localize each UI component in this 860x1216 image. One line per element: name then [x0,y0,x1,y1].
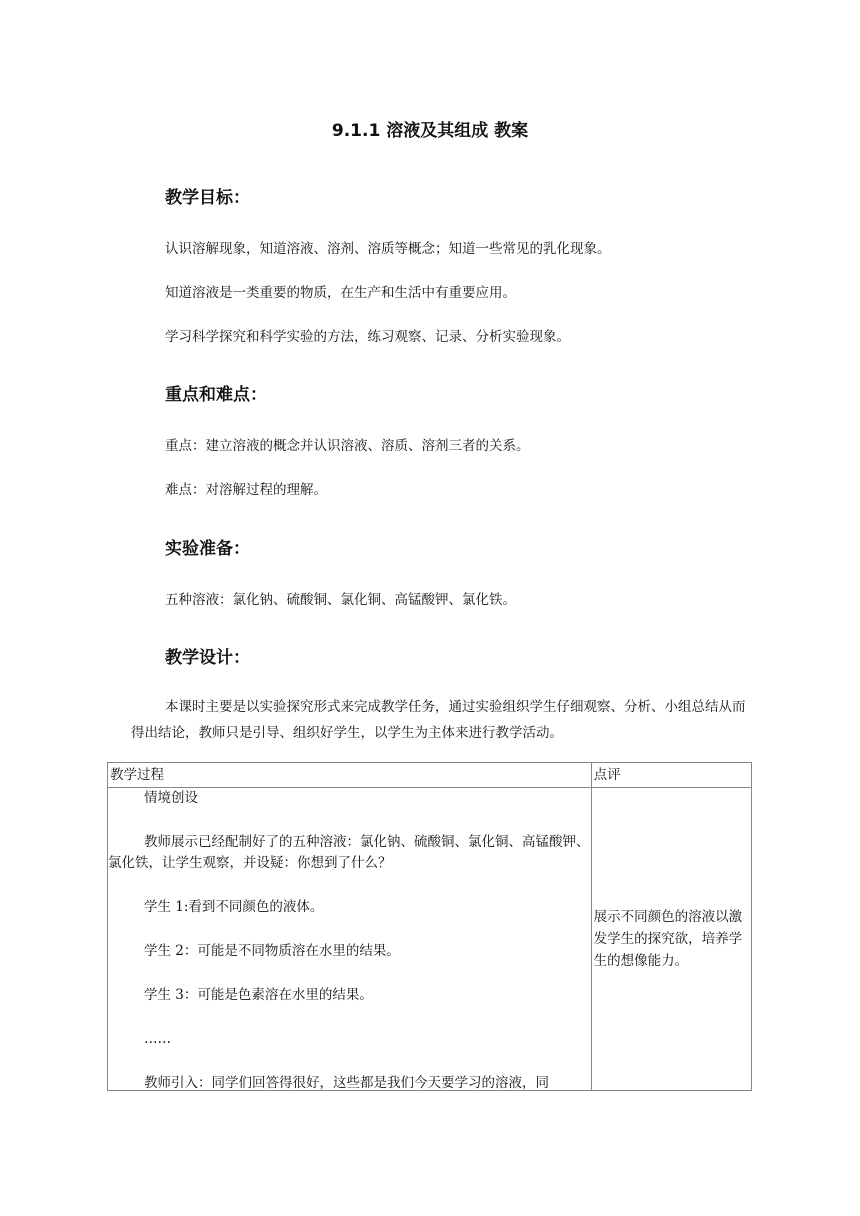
table-row [108,788,752,1091]
goal-item-3: 学习科学探究和科学实验的方法，练习观察、记录、分析实验现象。 [165,329,570,345]
goal-item-1: 认识溶解现象，知道溶液、溶剂、溶质等概念；知道一些常见的乳化现象。 [165,241,611,257]
document-title: 9.1.1 溶液及其组成 教案 [331,121,529,141]
process-line: 情境创设 [144,790,198,806]
process-line: 学生 3：可能是色素溶在水里的结果。 [144,987,373,1003]
process-line: 教师引入：同学们回答得很好，这些都是我们今天要学习的溶液，同 [144,1075,549,1090]
heading-teaching-design: 教学设计： [165,648,250,668]
goal-item-2: 知道溶液是一类重要的物质，在生产和生活中有重要应用。 [165,285,516,301]
heading-key-points: 重点和难点： [165,385,267,405]
key-point-item-2: 难点：对溶解过程的理解。 [165,482,327,498]
heading-preparation: 实验准备： [165,539,250,559]
design-intro: 本课时主要是以实验探究形式来完成教学任务，通过实验组织学生仔细观察、分析、小组总结从而得出结论，教师只是引导、组织好学生，以学生为主体来进行教学活动。 [131,699,746,741]
process-line: 学生 1:看到不同颜色的液体。 [144,899,324,915]
lesson-table [107,762,752,1091]
process-line: 学生 2：可能是不同物质溶在水里的结果。 [144,943,400,959]
preparation-item-1: 五种溶液：氯化钠、硫酸铜、氯化铜、高锰酸钾、氯化铁。 [165,592,516,608]
table-header-row [108,763,752,788]
key-point-item-1: 重点：建立溶液的概念并认识溶液、溶质、溶剂三者的关系。 [165,438,530,454]
header-comment: 点评 [591,763,751,788]
process-cell [108,788,592,1091]
comment-cell: 展示不同颜色的溶液以激发学生的探究欲，培养学生的想像能力。 [591,788,751,1091]
header-process: 教学过程 [108,763,592,788]
process-line: 教师展示已经配制好了的五种溶液：氯化钠、硫酸铜、氯化铜、高锰酸钾、氯化铁，让学生观察，并设疑：你想到了什么？ [108,834,590,871]
heading-teaching-goals: 教学目标： [165,188,250,208]
process-line: …… [144,1031,171,1047]
